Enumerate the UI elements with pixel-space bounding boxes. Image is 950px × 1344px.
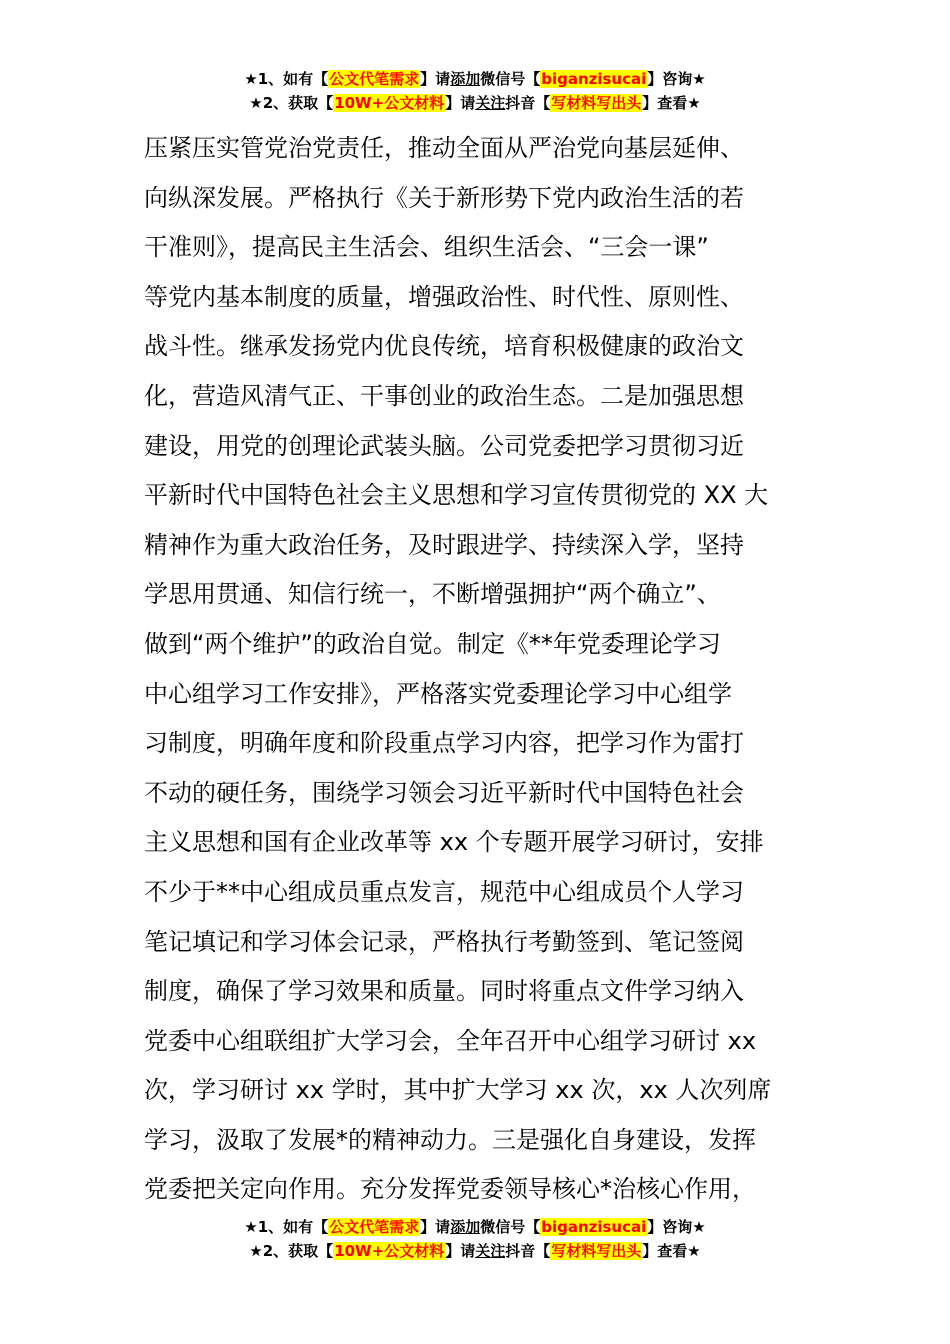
body-line: 党委把关定向作用。充分发挥党委领导核心*治核心作用， xyxy=(144,1175,756,1204)
body-line: 建设，用党的创理论武装头脑。公司党委把学习贯彻习近 xyxy=(144,431,744,460)
body-line: 中心组学习工作安排》，严格落实党委理论学习中心组学 xyxy=(144,679,732,708)
body-line: 不动的硬任务，围绕学习领会习近平新时代中国特色社会 xyxy=(144,778,744,807)
banner-highlight-service: 公文代笔需求 xyxy=(329,70,420,88)
banner-line2-prefix: ★2、获取【 xyxy=(249,1242,334,1260)
body-line: 化，营造风清气正、干事创业的政治生态。二是加强思想 xyxy=(144,381,744,410)
banner-line2-middle1: 】请 xyxy=(445,94,476,112)
banner-line1-prefix: ★1、如有【 xyxy=(244,1218,329,1236)
body-line: 笔记填记和学习体会记录，严格执行考勤签到、笔记签阅 xyxy=(144,927,744,956)
body-line: 等党内基本制度的质量，增强政治性、时代性、原则性、 xyxy=(144,282,744,311)
banner-line1-emph: 添加 xyxy=(450,1218,481,1236)
body-line: 平新时代中国特色社会主义思想和学习宣传贯彻党的 XX 大 xyxy=(144,481,769,510)
body-line: 不少于**中心组成员重点发言，规范中心组成员个人学习 xyxy=(144,877,744,906)
banner-line2-emph: 关注 xyxy=(475,1242,506,1260)
banner-highlight-douyin: 写材料写出头 xyxy=(551,94,642,112)
banner-line-2 xyxy=(0,91,950,115)
body-line: 战斗性。继承发扬党内优良传统，培育积极健康的政治文 xyxy=(144,332,744,361)
header-banner xyxy=(0,67,950,115)
body-line: 干准则》，提高民主生活会、组织生活会、“三会一课” xyxy=(144,233,709,262)
banner-line2-middle1: 】请 xyxy=(445,1242,476,1260)
body-line: 学习，汲取了发展*的精神动力。三是强化自身建设，发挥 xyxy=(144,1125,756,1154)
body-line: 学思用贯通、知信行统一，不断增强拥护“两个确立”、 xyxy=(144,580,721,609)
body-line: 压紧压实管党治党责任，推动全面从严治党向基层延伸、 xyxy=(144,134,744,162)
banner-line2-middle2: 抖音【 xyxy=(505,1242,551,1260)
body-line: 精神作为重大政治任务，及时跟进学、持续深入学，坚持 xyxy=(144,530,744,559)
document-body xyxy=(144,124,814,1215)
banner-line1-middle1: 】请 xyxy=(420,70,451,88)
banner-line2-suffix: 】查看★ xyxy=(642,94,701,112)
banner-line1-middle2: 微信号【 xyxy=(480,70,541,88)
banner-line2-suffix: 】查看★ xyxy=(642,1242,701,1260)
banner-highlight-service: 公文代笔需求 xyxy=(329,1218,420,1236)
banner-line2-prefix: ★2、获取【 xyxy=(249,94,334,112)
body-line: 制度，确保了学习效果和质量。同时将重点文件学习纳入 xyxy=(144,977,744,1006)
banner-line-2 xyxy=(0,1239,950,1263)
banner-highlight-wechat-id: biganzisucai xyxy=(541,70,647,88)
banner-line2-emph: 关注 xyxy=(475,94,506,112)
body-line: 主义思想和国有企业改革等 xx 个专题开展学习研讨，安排 xyxy=(144,828,764,857)
banner-line1-prefix: ★1、如有【 xyxy=(244,70,329,88)
banner-highlight-wechat-id: biganzisucai xyxy=(541,1218,647,1236)
banner-line1-middle1: 】请 xyxy=(420,1218,451,1236)
body-line: 做到“两个维护”的政治自觉。制定《**年党委理论学习 xyxy=(144,629,721,658)
body-line: 习制度，明确年度和阶段重点学习内容，把学习作为雷打 xyxy=(144,729,744,758)
banner-line-1 xyxy=(0,1215,950,1239)
body-line: 党委中心组联组扩大学习会，全年召开中心组学习研讨 xx xyxy=(144,1026,757,1055)
banner-line2-middle2: 抖音【 xyxy=(505,94,551,112)
banner-highlight-materials: 10W+公文材料 xyxy=(334,1242,445,1260)
footer-banner xyxy=(0,1215,950,1263)
banner-line1-middle2: 微信号【 xyxy=(480,1218,541,1236)
body-line: 次，学习研讨 xx 学时，其中扩大学习 xx 次，xx 人次列席 xyxy=(144,1076,772,1105)
banner-line1-emph: 添加 xyxy=(450,70,481,88)
banner-line1-suffix: 】咨询★ xyxy=(647,1218,706,1236)
banner-highlight-materials: 10W+公文材料 xyxy=(334,94,445,112)
body-line: 向纵深发展。严格执行《关于新形势下党内政治生活的若 xyxy=(144,183,744,212)
banner-line1-suffix: 】咨询★ xyxy=(647,70,706,88)
banner-line-1 xyxy=(0,67,950,91)
banner-highlight-douyin: 写材料写出头 xyxy=(551,1242,642,1260)
